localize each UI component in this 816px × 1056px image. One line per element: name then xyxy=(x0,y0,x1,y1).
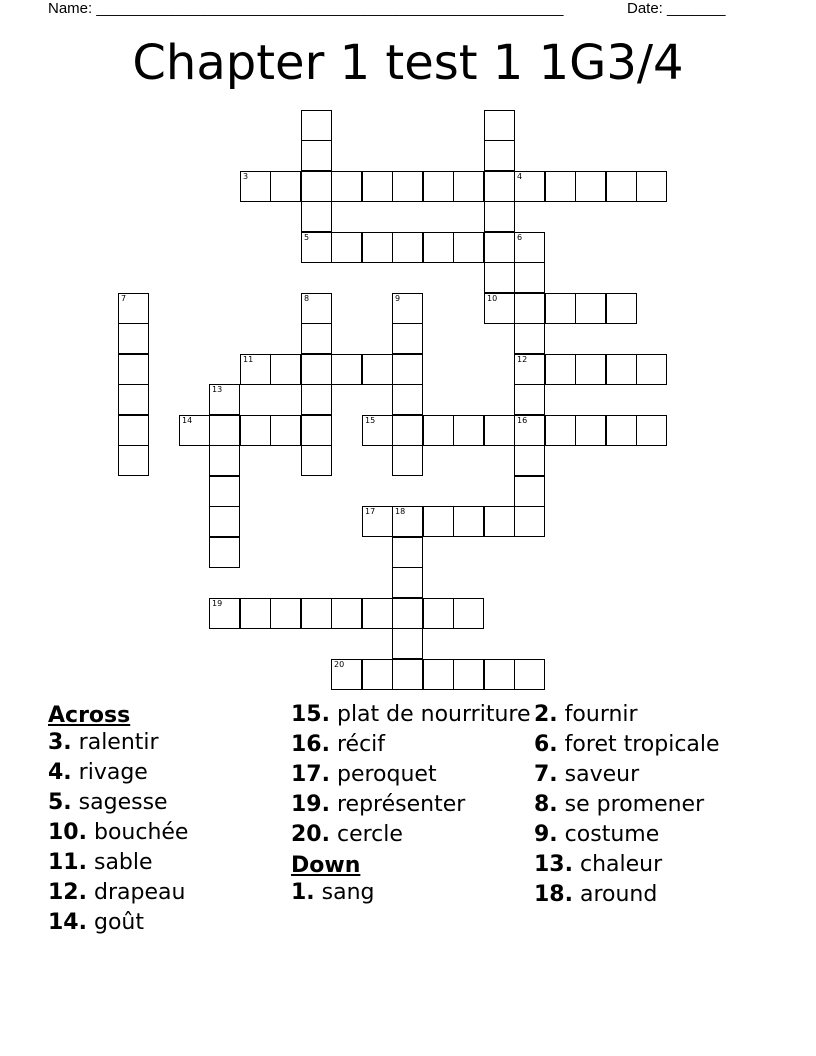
grid-cell[interactable] xyxy=(301,232,332,263)
clue-number: 17. xyxy=(291,762,330,787)
grid-cell[interactable] xyxy=(240,415,271,446)
grid-cell[interactable] xyxy=(362,171,393,202)
grid-cell[interactable] xyxy=(484,171,515,202)
grid-cell[interactable] xyxy=(484,140,515,171)
clue-number-label: 13 xyxy=(212,385,223,394)
grid-cell[interactable] xyxy=(606,415,637,446)
clue-number-label: 18 xyxy=(395,507,406,516)
clue-across-4 xyxy=(48,760,288,785)
clue-across-15 xyxy=(291,702,531,727)
clue-text: fournir xyxy=(564,702,638,727)
grid-cell[interactable] xyxy=(301,110,332,141)
grid-cell[interactable] xyxy=(575,293,606,324)
clue-number: 1. xyxy=(291,880,315,905)
grid-cell[interactable] xyxy=(545,171,576,202)
clue-text: peroquet xyxy=(336,762,437,787)
clue-number: 8. xyxy=(534,792,558,817)
clue-number: 5. xyxy=(48,790,72,815)
clue-text: plat de nourriture xyxy=(336,702,531,727)
grid-cell[interactable] xyxy=(331,232,362,263)
clue-number: 14. xyxy=(48,910,87,935)
grid-cell[interactable] xyxy=(362,415,393,446)
clue-number: 15. xyxy=(291,702,330,727)
grid-cell[interactable] xyxy=(270,415,301,446)
grid-cell[interactable] xyxy=(209,476,240,507)
grid-cell[interactable] xyxy=(362,232,393,263)
grid-cell[interactable] xyxy=(392,445,423,476)
grid-cell[interactable] xyxy=(301,415,332,446)
name-field-label: Name: ________________________________________________________ xyxy=(48,0,564,17)
grid-cell[interactable] xyxy=(514,293,545,324)
grid-cell[interactable] xyxy=(423,659,454,690)
clue-text: rivage xyxy=(78,760,148,785)
grid-cell[interactable] xyxy=(362,506,393,537)
grid-cell[interactable] xyxy=(453,171,484,202)
date-field-label: Date: _______ xyxy=(627,0,726,17)
clue-text: se promener xyxy=(564,792,705,817)
down-heading: Down xyxy=(291,853,361,878)
clue-down-6 xyxy=(534,732,774,757)
grid-cell[interactable] xyxy=(392,415,423,446)
clue-column-1 xyxy=(48,702,288,940)
across-heading: Across xyxy=(48,703,131,728)
grid-cell[interactable] xyxy=(270,354,301,385)
grid-cell[interactable] xyxy=(179,415,210,446)
grid-cell[interactable] xyxy=(331,354,362,385)
grid-cell[interactable] xyxy=(545,354,576,385)
clue-number: 20. xyxy=(291,822,330,847)
grid-cell[interactable] xyxy=(514,415,545,446)
grid-cell[interactable] xyxy=(270,598,301,629)
grid-cell[interactable] xyxy=(514,171,545,202)
grid-cell[interactable] xyxy=(545,293,576,324)
grid-cell[interactable] xyxy=(331,598,362,629)
grid-cell[interactable] xyxy=(484,506,515,537)
grid-cell[interactable] xyxy=(392,598,423,629)
grid-cell[interactable] xyxy=(209,598,240,629)
clue-text: sang xyxy=(321,880,375,905)
grid-cell[interactable] xyxy=(392,628,423,659)
grid-cell[interactable] xyxy=(209,445,240,476)
grid-cell[interactable] xyxy=(118,415,149,446)
grid-cell[interactable] xyxy=(301,445,332,476)
clue-number-label: 8 xyxy=(304,294,310,303)
clue-number: 7. xyxy=(534,762,558,787)
grid-cell[interactable] xyxy=(636,354,667,385)
clue-text: foret tropicale xyxy=(564,732,720,757)
grid-cell[interactable] xyxy=(514,659,545,690)
grid-cell[interactable] xyxy=(514,445,545,476)
grid-cell[interactable] xyxy=(453,506,484,537)
grid-cell[interactable] xyxy=(392,537,423,568)
grid-cell[interactable] xyxy=(392,293,423,324)
grid-cell[interactable] xyxy=(606,171,637,202)
clue-across-11 xyxy=(48,850,288,875)
clue-number-label: 19 xyxy=(212,599,223,608)
clue-text: sable xyxy=(93,850,153,875)
clue-number: 6. xyxy=(534,732,558,757)
grid-cell[interactable] xyxy=(392,567,423,598)
clue-number-label: 16 xyxy=(517,416,528,425)
grid-cell[interactable] xyxy=(362,598,393,629)
grid-cell[interactable] xyxy=(484,659,515,690)
clue-number-label: 5 xyxy=(304,233,310,242)
clue-down-9 xyxy=(534,822,774,847)
grid-cell[interactable] xyxy=(514,476,545,507)
grid-cell[interactable] xyxy=(301,171,332,202)
clue-across-16 xyxy=(291,732,531,757)
grid-cell[interactable] xyxy=(423,171,454,202)
clue-text: goût xyxy=(93,910,144,935)
grid-cell[interactable] xyxy=(362,354,393,385)
clue-number-label: 3 xyxy=(243,172,249,181)
grid-cell[interactable] xyxy=(270,171,301,202)
grid-cell[interactable] xyxy=(301,293,332,324)
clue-down-18 xyxy=(534,882,774,907)
grid-cell[interactable] xyxy=(392,384,423,415)
grid-cell[interactable] xyxy=(514,506,545,537)
clue-number-label: 14 xyxy=(182,416,193,425)
clue-number-label: 11 xyxy=(243,355,254,364)
grid-cell[interactable] xyxy=(240,598,271,629)
clue-text: représenter xyxy=(336,792,466,817)
grid-cell[interactable] xyxy=(423,232,454,263)
grid-cell[interactable] xyxy=(423,506,454,537)
clue-text: saveur xyxy=(564,762,640,787)
grid-cell[interactable] xyxy=(484,110,515,141)
clue-across-10 xyxy=(48,820,288,845)
grid-cell[interactable] xyxy=(484,262,515,293)
clue-across-20 xyxy=(291,822,531,847)
grid-cell[interactable] xyxy=(301,323,332,354)
grid-cell[interactable] xyxy=(514,262,545,293)
grid-cell[interactable] xyxy=(453,659,484,690)
clue-number-label: 20 xyxy=(334,660,345,669)
grid-cell[interactable] xyxy=(575,171,606,202)
grid-cell[interactable] xyxy=(118,445,149,476)
clue-number: 10. xyxy=(48,820,87,845)
clue-number-label: 9 xyxy=(395,294,401,303)
clue-text: sagesse xyxy=(78,790,168,815)
clue-text: drapeau xyxy=(93,880,186,905)
clue-number: 11. xyxy=(48,850,87,875)
clue-across-12 xyxy=(48,880,288,905)
grid-cell[interactable] xyxy=(118,384,149,415)
clue-number: 2. xyxy=(534,702,558,727)
clue-number: 12. xyxy=(48,880,87,905)
grid-cell[interactable] xyxy=(606,354,637,385)
clue-column-2 xyxy=(291,702,531,910)
grid-cell[interactable] xyxy=(392,506,423,537)
clue-down-2 xyxy=(534,702,774,727)
clue-number-label: 15 xyxy=(365,416,376,425)
clue-text: cercle xyxy=(336,822,403,847)
grid-cell[interactable] xyxy=(331,171,362,202)
grid-cell[interactable] xyxy=(240,354,271,385)
grid-cell[interactable] xyxy=(392,232,423,263)
grid-cell[interactable] xyxy=(636,415,667,446)
grid-cell[interactable] xyxy=(453,232,484,263)
grid-cell[interactable] xyxy=(392,171,423,202)
clue-number-label: 6 xyxy=(517,233,523,242)
clue-number: 18. xyxy=(534,882,573,907)
grid-cell[interactable] xyxy=(514,323,545,354)
grid-cell[interactable] xyxy=(118,354,149,385)
clue-text: ralentir xyxy=(78,730,159,755)
grid-cell[interactable] xyxy=(484,293,515,324)
clue-column-3 xyxy=(534,702,774,912)
grid-cell[interactable] xyxy=(575,354,606,385)
grid-cell[interactable] xyxy=(636,171,667,202)
clue-number: 9. xyxy=(534,822,558,847)
clue-text: around xyxy=(579,882,658,907)
clue-across-19 xyxy=(291,792,531,817)
grid-cell[interactable] xyxy=(118,323,149,354)
page-title: Chapter 1 test 1 1G3/4 xyxy=(132,35,684,91)
grid-cell[interactable] xyxy=(240,171,271,202)
grid-cell[interactable] xyxy=(514,232,545,263)
clue-across-14 xyxy=(48,910,288,935)
clue-text: bouchée xyxy=(93,820,189,845)
grid-cell[interactable] xyxy=(209,415,240,446)
grid-cell[interactable] xyxy=(362,659,393,690)
grid-cell[interactable] xyxy=(514,384,545,415)
clue-text: chaleur xyxy=(579,852,663,877)
grid-cell[interactable] xyxy=(392,659,423,690)
grid-cell[interactable] xyxy=(392,354,423,385)
clue-down-13 xyxy=(534,852,774,877)
grid-cell[interactable] xyxy=(301,354,332,385)
grid-cell[interactable] xyxy=(545,415,576,446)
grid-cell[interactable] xyxy=(484,232,515,263)
clue-number-label: 7 xyxy=(121,294,127,303)
clue-number: 13. xyxy=(534,852,573,877)
grid-cell[interactable] xyxy=(453,415,484,446)
grid-cell[interactable] xyxy=(423,415,454,446)
grid-cell[interactable] xyxy=(209,384,240,415)
clue-number: 16. xyxy=(291,732,330,757)
clue-across-5 xyxy=(48,790,288,815)
grid-cell[interactable] xyxy=(209,537,240,568)
grid-cell[interactable] xyxy=(484,415,515,446)
clue-number-label: 4 xyxy=(517,172,523,181)
clue-text: récif xyxy=(336,732,386,757)
grid-cell[interactable] xyxy=(301,201,332,232)
clue-down-8 xyxy=(534,792,774,817)
grid-cell[interactable] xyxy=(301,598,332,629)
grid-cell[interactable] xyxy=(331,659,362,690)
clue-down-7 xyxy=(534,762,774,787)
grid-cell[interactable] xyxy=(423,598,454,629)
grid-cell[interactable] xyxy=(118,293,149,324)
grid-cell[interactable] xyxy=(575,415,606,446)
clue-across-17 xyxy=(291,762,531,787)
clue-down-1 xyxy=(291,880,531,905)
grid-cell[interactable] xyxy=(301,384,332,415)
clue-number-label: 12 xyxy=(517,355,528,364)
grid-cell[interactable] xyxy=(301,140,332,171)
clue-number: 3. xyxy=(48,730,72,755)
grid-cell[interactable] xyxy=(606,293,637,324)
grid-cell[interactable] xyxy=(514,354,545,385)
clue-number-label: 17 xyxy=(365,507,376,516)
grid-cell[interactable] xyxy=(209,506,240,537)
clue-across-3 xyxy=(48,730,288,755)
clue-number-label: 10 xyxy=(487,294,498,303)
clue-number: 4. xyxy=(48,760,72,785)
grid-cell[interactable] xyxy=(392,323,423,354)
grid-cell[interactable] xyxy=(453,598,484,629)
clue-text: costume xyxy=(564,822,660,847)
grid-cell[interactable] xyxy=(484,201,515,232)
clue-number: 19. xyxy=(291,792,330,817)
